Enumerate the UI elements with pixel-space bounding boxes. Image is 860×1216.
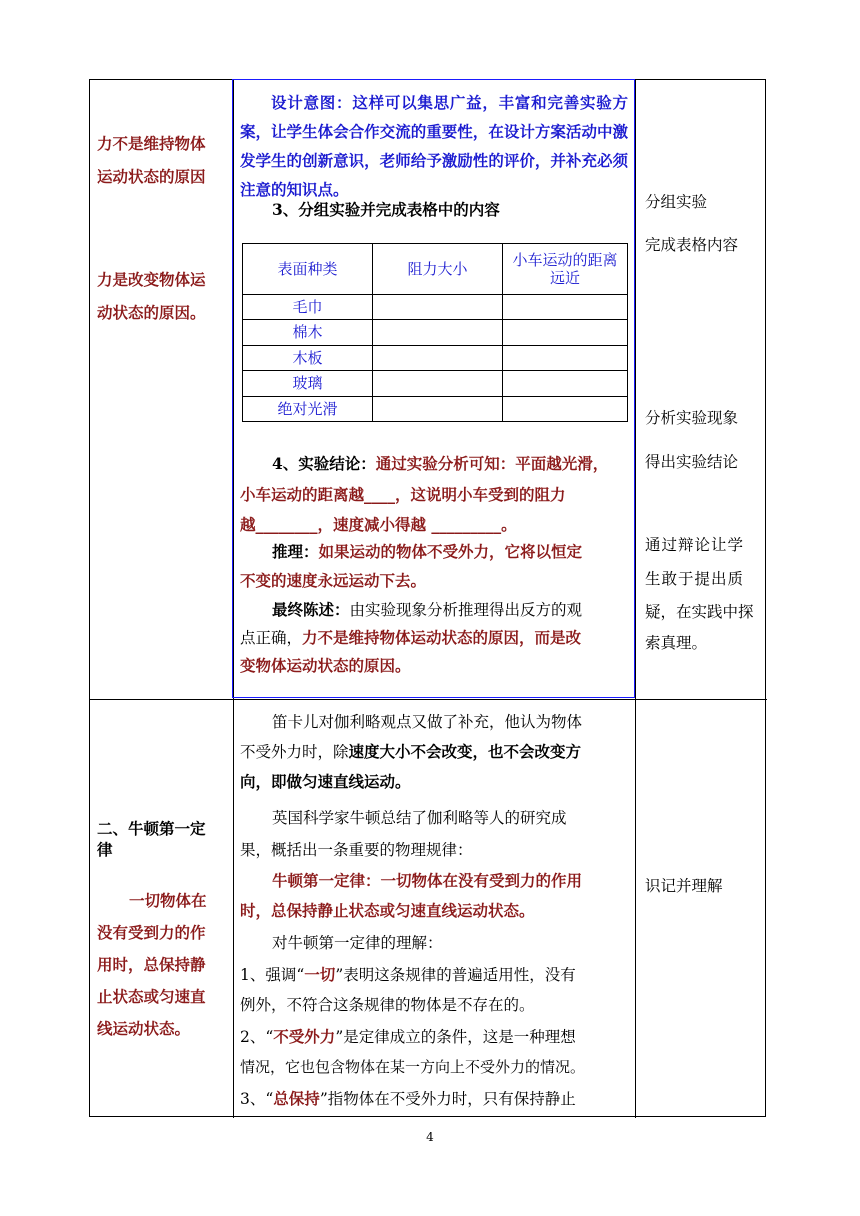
right-r1-c: 分析实验现象 [645, 409, 739, 427]
mb-p4: 对牛顿第一定律的理解： [272, 934, 443, 952]
results-table [242, 243, 628, 422]
row-surface: 毛巾 [243, 294, 373, 319]
step4-text-a: 通过实验分析可知：平面越光滑， [375, 454, 609, 473]
left-r2-body-line1: 一切物体在 [129, 891, 207, 910]
right-r1-a: 分组实验 [645, 193, 708, 211]
mb-p5-a1: 1、强调“ [240, 966, 305, 984]
cell-resistance[interactable] [373, 345, 503, 370]
left-r1-line1: 力不是维持物体 [97, 134, 206, 153]
mb-p2-line1: 英国科学家牛顿总结了伽利略等人的研究成 [272, 809, 567, 827]
design-intent [240, 88, 628, 204]
mb-p3-line2: 时，总保持静止状态或匀速直线运动状态。 [240, 901, 535, 920]
row-divider [90, 699, 767, 700]
left-r2-body-line2: 没有受到力的作 [97, 923, 206, 942]
right-r1-d: 得出实验结论 [645, 453, 739, 471]
reasoning-line1 [272, 538, 582, 566]
right-r1-b: 完成表格内容 [645, 236, 739, 254]
left-r2-body-line3: 用时，总保持静 [97, 955, 206, 974]
cell-resistance[interactable] [373, 320, 503, 345]
reasoning-text-a: 如果运动的物体不受外力，它将以恒定 [318, 542, 583, 561]
mb-p6-a2: 不受外力 [273, 1027, 336, 1046]
cell-resistance[interactable] [373, 371, 503, 396]
row-surface: 玻璃 [243, 371, 373, 396]
mb-p5-a3: ”表明这条规律的普遍适用性，没有 [335, 966, 576, 984]
right-r1-e-line3: 疑，在实践中探 [645, 603, 754, 621]
cell-resistance[interactable] [373, 294, 503, 319]
right-r2: 识记并理解 [645, 877, 723, 895]
mb-p1-line1: 笛卡儿对伽利略观点又做了补充，他认为物体 [272, 713, 583, 731]
step4-line1 [272, 450, 608, 478]
mb-p1-b1: 不受外力时，除 [240, 743, 349, 761]
header-surface: 表面种类 [243, 244, 373, 295]
reasoning-label: 推理： [272, 542, 319, 561]
mb-p5-line2: 例外，不符合这条规律的物体是不存在的。 [240, 996, 535, 1014]
mb-p6-a3: ”是定律成立的条件，这是一种理想 [335, 1028, 576, 1046]
design-intent-text: 这样可以集思广益，丰富和完善实验方案，让学生体会合作交流的重要性，在设计方案活动中激发学生的创新意识，老师给予激励性的评价，并补充必须注意的知识点。 [240, 93, 628, 199]
row-surface: 木板 [243, 345, 373, 370]
row-surface: 棉木 [243, 320, 373, 345]
mb-p1-line3: 向，即做匀速直线运动。 [240, 772, 411, 791]
design-intent-label: 设计意图： [271, 93, 353, 112]
left-r2-body-line5: 线运动状态。 [97, 1019, 191, 1038]
header-resistance: 阻力大小 [373, 244, 503, 295]
cell-resistance[interactable] [373, 396, 503, 421]
left-r1-line3: 力是改变物体运 [97, 270, 206, 289]
mb-p7-a2: 总保持 [273, 1089, 320, 1108]
column-divider-2 [635, 80, 636, 1118]
mb-p1-b2: 速度大小不会改变，也不会改变方 [348, 742, 582, 761]
header-distance: 小车运动的距离远近 [503, 244, 628, 295]
step3-heading: 3、分组实验并完成表格中的内容 [272, 200, 500, 219]
cell-distance[interactable] [503, 294, 628, 319]
final-text-a: 由实验现象分析推理得出反方的观 [349, 601, 583, 619]
step4-line3: 越________，速度减小得越 _________。 [240, 515, 517, 534]
left-r1-line2: 运动状态的原因 [97, 167, 206, 186]
mb-p7-line1 [240, 1085, 576, 1113]
right-r1-e-line1: 通过辩论让学 [645, 536, 745, 554]
cell-distance[interactable] [503, 345, 628, 370]
step4-line2: 小车运动的距离越____，这说明小车受到的阻力 [240, 485, 566, 504]
final-line1 [272, 596, 582, 624]
final-line3: 变物体运动状态的原因。 [240, 656, 411, 675]
left-r2-heading-line2: 律 [97, 840, 113, 859]
cell-distance[interactable] [503, 371, 628, 396]
right-r1-e-line4: 索真理。 [645, 634, 708, 652]
mb-p7-a3: ”指物体在不受外力时，只有保持静止 [319, 1090, 576, 1108]
right-r1-e-line2: 生敢于提出质 [645, 570, 745, 588]
mb-p6-a1: 2、“ [240, 1028, 274, 1046]
mb-p5-a2: 一切 [304, 965, 336, 984]
mb-p5-line1 [240, 961, 576, 989]
left-r2-heading-line1: 二、牛顿第一定 [97, 819, 206, 838]
left-r1-line4: 动状态的原因。 [97, 303, 206, 322]
mb-p3-line1: 牛顿第一定律：一切物体在没有受到力的作用 [272, 871, 583, 890]
final-line2 [240, 624, 581, 652]
final-text-b1: 点正确， [240, 629, 303, 647]
cell-distance[interactable] [503, 320, 628, 345]
mb-p7-a1: 3、“ [240, 1090, 274, 1108]
page-number: 4 [426, 1130, 434, 1144]
reasoning-line2: 不变的速度永远运动下去。 [240, 571, 427, 590]
left-r2-body-line4: 止状态或匀速直 [97, 987, 206, 1006]
step4-label: 4、实验结论： [272, 454, 376, 473]
mb-p2-line2: 果，概括出一条重要的物理规律： [240, 841, 473, 859]
final-text-b2: 力不是维持物体运动状态的原因，而是改 [302, 628, 582, 647]
mb-p1-line2 [240, 738, 581, 766]
mb-p6-line2: 情况，它也包含物体在某一方向上不受外力的情况。 [240, 1058, 586, 1076]
mb-p6-line1 [240, 1023, 576, 1051]
row-surface: 绝对光滑 [243, 396, 373, 421]
final-label: 最终陈述： [272, 600, 350, 619]
cell-distance[interactable] [503, 396, 628, 421]
